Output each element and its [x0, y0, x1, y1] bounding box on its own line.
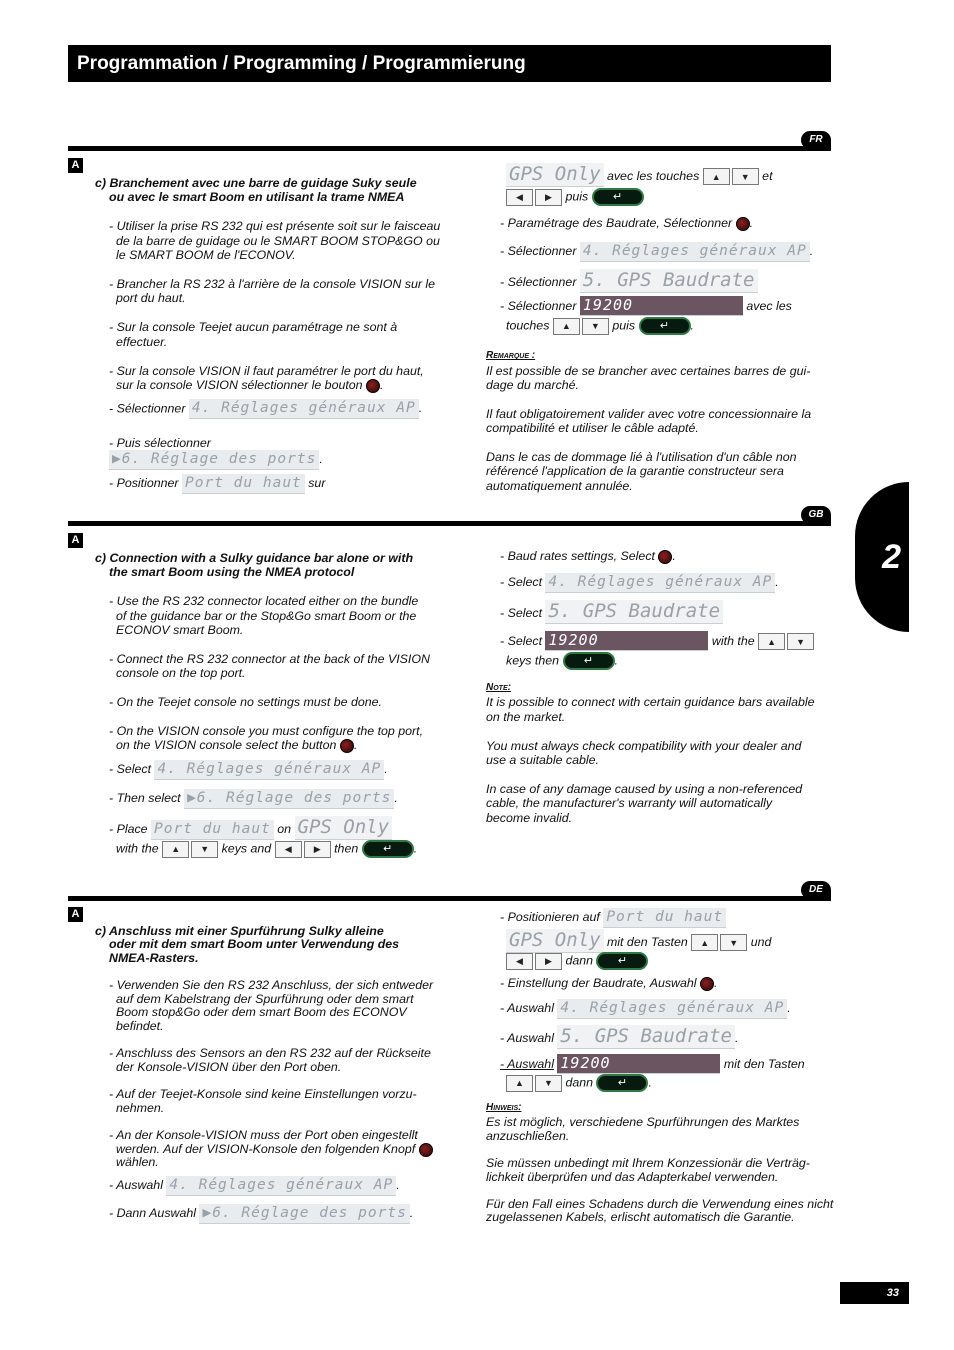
fr-note-2: Il faut obligatoirement valider avec votre concessionnaire la — [486, 407, 812, 421]
up-key-icon: ▲ — [553, 318, 580, 335]
page-header: Programmation / Programming / Programmierung — [68, 45, 831, 82]
fr-bullet-3b: effectuer. — [116, 335, 168, 349]
gb-baud-reglages: - Select 4. Réglages généraux AP . — [500, 573, 779, 593]
fr-lr-keys-row: ◀ ▶ puis ↵ — [506, 188, 644, 206]
de-baud-baudrate: - Auswahl 5. GPS Baudrate . — [500, 1025, 739, 1047]
vision-button-icon — [700, 977, 714, 991]
lcd-baudrate: 5. GPS Baudrate — [557, 1025, 735, 1049]
lang-tab-de: DE — [801, 881, 831, 899]
gb-bullet-2: - Connect the RS 232 connector at the back of the VISION — [109, 652, 430, 666]
lcd-reglages: 4. Réglages généraux AP — [166, 1176, 396, 1196]
fr-step-position: - Positionner Port du haut sur — [109, 474, 325, 494]
gb-bullet-4: - On the VISION console you must configure the top port, — [109, 724, 424, 738]
fr-baud-baudrate: - Sélectionner 5. GPS Baudrate — [500, 269, 758, 293]
figure-mark-gb: A — [68, 533, 83, 548]
de-baud-keys: ▲ ▼ dann ↵ . — [506, 1074, 652, 1092]
gb-title-2: the smart Boom using the NMEA protocol — [109, 565, 355, 579]
fr-bullet-4: - Sur la console VISION il faut paramétrer le port du haut, — [109, 364, 424, 378]
lcd-ports: ▶6. Réglage des ports — [109, 450, 319, 470]
gb-bullet-4b: on the VISION console select the button . — [116, 738, 358, 752]
de-bullet-3b: nehmen. — [116, 1101, 165, 1115]
fr-baud-keys: touches ▲ ▼ puis ↵ . — [506, 317, 694, 335]
fr-baud-reglages: - Sélectionner 4. Réglages généraux AP . — [500, 242, 813, 262]
up-key-icon: ▲ — [162, 841, 189, 858]
de-step-reglages: - Auswahl 4. Réglages généraux AP . — [109, 1176, 400, 1196]
down-key-icon: ▼ — [732, 168, 759, 185]
lcd-gps-only: GPS Only — [295, 816, 393, 840]
de-bullet-1d: befindet. — [116, 1019, 164, 1033]
down-key-icon: ▼ — [582, 318, 609, 335]
gb-note-2: You must always check compatibility with your dealer and — [486, 739, 802, 753]
lcd-port-haut: Port du haut — [182, 474, 305, 494]
fr-bullet-4b: sur la console VISION sélectionner le bouton . — [116, 378, 384, 392]
de-note-3: Für den Fall eines Schadens durch die Verwendung eines nicht — [486, 1197, 834, 1211]
lcd-rate: 19200 — [557, 1054, 720, 1074]
gb-step-place: - Place Port du haut on GPS Only — [109, 816, 392, 840]
lcd-baudrate: 5. GPS Baudrate — [545, 600, 723, 624]
left-key-icon: ◀ — [506, 953, 533, 970]
gb-bullet-2b: console on the top port. — [116, 666, 246, 680]
gb-step-ports: - Then select ▶6. Réglage des ports . — [109, 789, 398, 809]
de-bullet-2b: der Konsole-VISION über den Port oben. — [116, 1060, 342, 1074]
chapter-tab: 2 — [855, 482, 909, 632]
de-bullet-4c: wählen. — [116, 1155, 159, 1169]
fr-bullet-2: - Brancher la RS 232 à l'arrière de la console VISION sur le — [109, 277, 436, 291]
down-key-icon: ▼ — [535, 1075, 562, 1092]
fr-note-3: Dans le cas de dommage lié à l'utilisation d'un câble non — [486, 450, 797, 464]
lcd-rate: 19200 — [545, 631, 708, 651]
fr-step-ports: ▶6. Réglage des ports . — [109, 450, 323, 470]
figure-mark-fr: A — [68, 158, 83, 173]
left-key-icon: ◀ — [506, 189, 533, 206]
lcd-port-haut: Port du haut — [603, 908, 726, 928]
right-key-icon: ▶ — [304, 841, 331, 858]
right-key-icon: ▶ — [535, 189, 562, 206]
gb-note-2b: use a suitable cable. — [486, 753, 599, 767]
figure-mark-de: A — [68, 907, 83, 922]
de-title-2: oder mit dem smart Boom unter Verwendung des — [109, 937, 400, 951]
section-rule-fr — [68, 146, 831, 151]
gb-note-3b: cable, the manufacturer's warranty will automatically — [486, 796, 773, 810]
enter-key-icon: ↵ — [596, 1074, 648, 1092]
up-key-icon: ▲ — [691, 934, 718, 951]
de-bullet-4: - An der Konsole-VISION muss der Port oben eingestellt — [109, 1128, 418, 1142]
gb-title: c) Connection with a Sulky guidance bar alone or with — [95, 551, 414, 565]
de-note-3b: zugelassenen Kabels, erlischt automatisch die Garantie. — [486, 1210, 795, 1224]
vision-button-icon — [658, 550, 672, 564]
fr-bullet-3: - Sur la console Teejet aucun paramétrage ne sont à — [109, 320, 398, 334]
fr-title-2: ou avec le smart Boom en utilisant la trame NMEA — [109, 190, 405, 204]
lcd-ports: ▶6. Réglage des ports — [199, 1204, 409, 1224]
de-baud-rate: - Auswahl 19200 mit den Tasten — [500, 1054, 805, 1072]
de-note-2: Sie müssen unbedingt mit Ihrem Konzessionär die Verträg- — [486, 1156, 810, 1170]
lcd-reglages: 4. Réglages généraux AP — [545, 573, 775, 593]
de-gps-only-row: GPS Only mit den Tasten ▲ ▼ und — [506, 929, 771, 953]
fr-note-3c: automatiquement annulée. — [486, 479, 633, 493]
section-rule-gb — [68, 521, 831, 526]
enter-key-icon: ↵ — [362, 840, 414, 858]
gb-baud-baudrate: - Select 5. GPS Baudrate — [500, 600, 723, 624]
lcd-reglages: 4. Réglages généraux AP — [557, 999, 787, 1019]
fr-puis-select: - Puis sélectionner — [109, 436, 211, 450]
right-key-icon: ▶ — [535, 953, 562, 970]
up-key-icon: ▲ — [506, 1075, 533, 1092]
de-note-2b: lichkeit überprüfen und das Adapterkabel verwenden. — [486, 1170, 779, 1184]
lcd-ports: ▶6. Réglage des ports — [184, 789, 394, 809]
lcd-gps-only: GPS Only — [506, 163, 604, 187]
lcd-port-haut: Port du haut — [151, 820, 274, 840]
page-number: 33 — [840, 1282, 909, 1304]
fr-gps-only-row: GPS Only avec les touches ▲ ▼ et — [506, 163, 773, 187]
vision-button-icon — [736, 217, 750, 231]
de-note-1b: anzuschließen. — [486, 1129, 570, 1143]
de-baud-reglages: - Auswahl 4. Réglages généraux AP . — [500, 999, 791, 1019]
lcd-baudrate: 5. GPS Baudrate — [580, 269, 758, 293]
de-bullet-3: - Auf der Teejet-Konsole sind keine Einstellungen vorzu- — [109, 1087, 417, 1101]
down-key-icon: ▼ — [787, 633, 814, 650]
lcd-gps-only: GPS Only — [506, 929, 604, 953]
vision-button-icon — [366, 379, 380, 393]
fr-note-3b: référencé l'application de la garantie constructeur sera — [486, 464, 784, 478]
lcd-reglages: 4. Réglages généraux AP — [154, 760, 384, 780]
gb-baud-step: - Baud rates settings, Select . — [500, 549, 676, 563]
lang-tab-gb: GB — [801, 506, 831, 524]
gb-baud-keys: keys then ↵ . — [506, 652, 618, 670]
fr-baud-step: - Paramétrage des Baudrate, Sélectionner . — [500, 216, 754, 230]
gb-bullet-3: - On the Teejet console no settings must be done. — [109, 695, 382, 709]
enter-key-icon: ↵ — [596, 952, 648, 970]
de-bullet-2: - Anschluss des Sensors an den RS 232 auf der Rückseite — [109, 1046, 431, 1060]
de-bullet-4b: werden. Auf der VISION-Konsole den folgenden Knopf — [116, 1142, 433, 1157]
down-key-icon: ▼ — [191, 841, 218, 858]
gb-step-keys: with the ▲ ▼ keys and ◀ ▶ then ↵ . — [116, 840, 417, 858]
enter-key-icon: ↵ — [563, 652, 615, 670]
enter-key-icon: ↵ — [639, 317, 691, 335]
fr-note-1: Il est possible de se brancher avec certaines barres de gui- — [486, 364, 811, 378]
fr-bullet-1b: de la barre de guidage ou le SMART BOOM STOP&GO ou — [116, 234, 440, 248]
de-title: c) Anschluss mit einer Spurführung Sulky alleine — [95, 924, 384, 938]
lang-tab-fr: FR — [801, 131, 831, 149]
de-bullet-1: - Verwenden Sie den RS 232 Anschluss, der sich entweder — [109, 978, 434, 992]
de-lr-keys-row: ◀ ▶ dann ↵ — [506, 952, 648, 970]
vision-button-icon — [340, 739, 354, 753]
left-key-icon: ◀ — [275, 841, 302, 858]
fr-title: c) Branchement avec une barre de guidage Suky seule — [95, 176, 417, 190]
gb-step-reglages: - Select 4. Réglages généraux AP . — [109, 760, 388, 780]
de-note-1: Es ist möglich, verschiedene Spurführungen des Marktes — [486, 1115, 800, 1129]
de-bullet-1c: Boom stop&Go oder dem smart Boom des ECONOV — [116, 1005, 407, 1019]
gb-note-1: It is possible to connect with certain guidance bars available — [486, 695, 815, 709]
fr-note-heading: Remarque : — [486, 350, 536, 361]
gb-baud-rate: - Select 19200 with the ▲ ▼ — [500, 631, 814, 651]
de-title-3: NMEA-Rasters. — [109, 951, 199, 965]
fr-note-2b: compatibilité et utiliser le câble adapté. — [486, 421, 699, 435]
gb-note-3c: become invalid. — [486, 811, 573, 825]
gb-bullet-1b: of the guidance bar or the Stop&Go smart Boom or the — [116, 609, 417, 623]
lcd-reglages: 4. Réglages généraux AP — [580, 242, 810, 262]
gb-note-3: In case of any damage caused by using a non-referenced — [486, 782, 803, 796]
gb-note-1b: on the market. — [486, 710, 566, 724]
de-step-position: - Positionieren auf Port du haut — [500, 908, 726, 928]
down-key-icon: ▼ — [720, 934, 747, 951]
vision-button-icon — [419, 1143, 433, 1157]
up-key-icon: ▲ — [758, 633, 785, 650]
fr-bullet-1c: le SMART BOOM de l'ECONOV. — [116, 248, 296, 262]
fr-step-reglages: - Sélectionner 4. Réglages généraux AP . — [109, 399, 422, 419]
gb-bullet-1c: ECONOV smart Boom. — [116, 623, 244, 637]
gb-note-heading: Note: — [486, 682, 511, 693]
up-key-icon: ▲ — [703, 168, 730, 185]
lcd-rate: 19200 — [580, 296, 743, 316]
section-rule-de — [68, 896, 831, 901]
de-bullet-1b: auf dem Kabelstrang der Spurführung oder dem smart — [116, 992, 414, 1006]
de-note-heading: Hinweis: — [486, 1102, 522, 1113]
fr-bullet-2b: port du haut. — [116, 291, 186, 305]
de-baud-step: - Einstellung der Baudrate, Auswahl . — [500, 976, 718, 990]
gb-bullet-1: - Use the RS 232 connector located either on the bundle — [109, 594, 419, 608]
enter-key-icon: ↵ — [592, 188, 644, 206]
fr-baud-rate: - Sélectionner 19200 avec les — [500, 296, 792, 314]
lcd-reglages: 4. Réglages généraux AP — [189, 399, 419, 419]
fr-bullet-1: - Utiliser la prise RS 232 qui est présente soit sur le faisceau — [109, 219, 441, 233]
fr-note-1b: dage du marché. — [486, 378, 579, 392]
de-step-ports: - Dann Auswahl ▶6. Réglage des ports . — [109, 1204, 413, 1224]
